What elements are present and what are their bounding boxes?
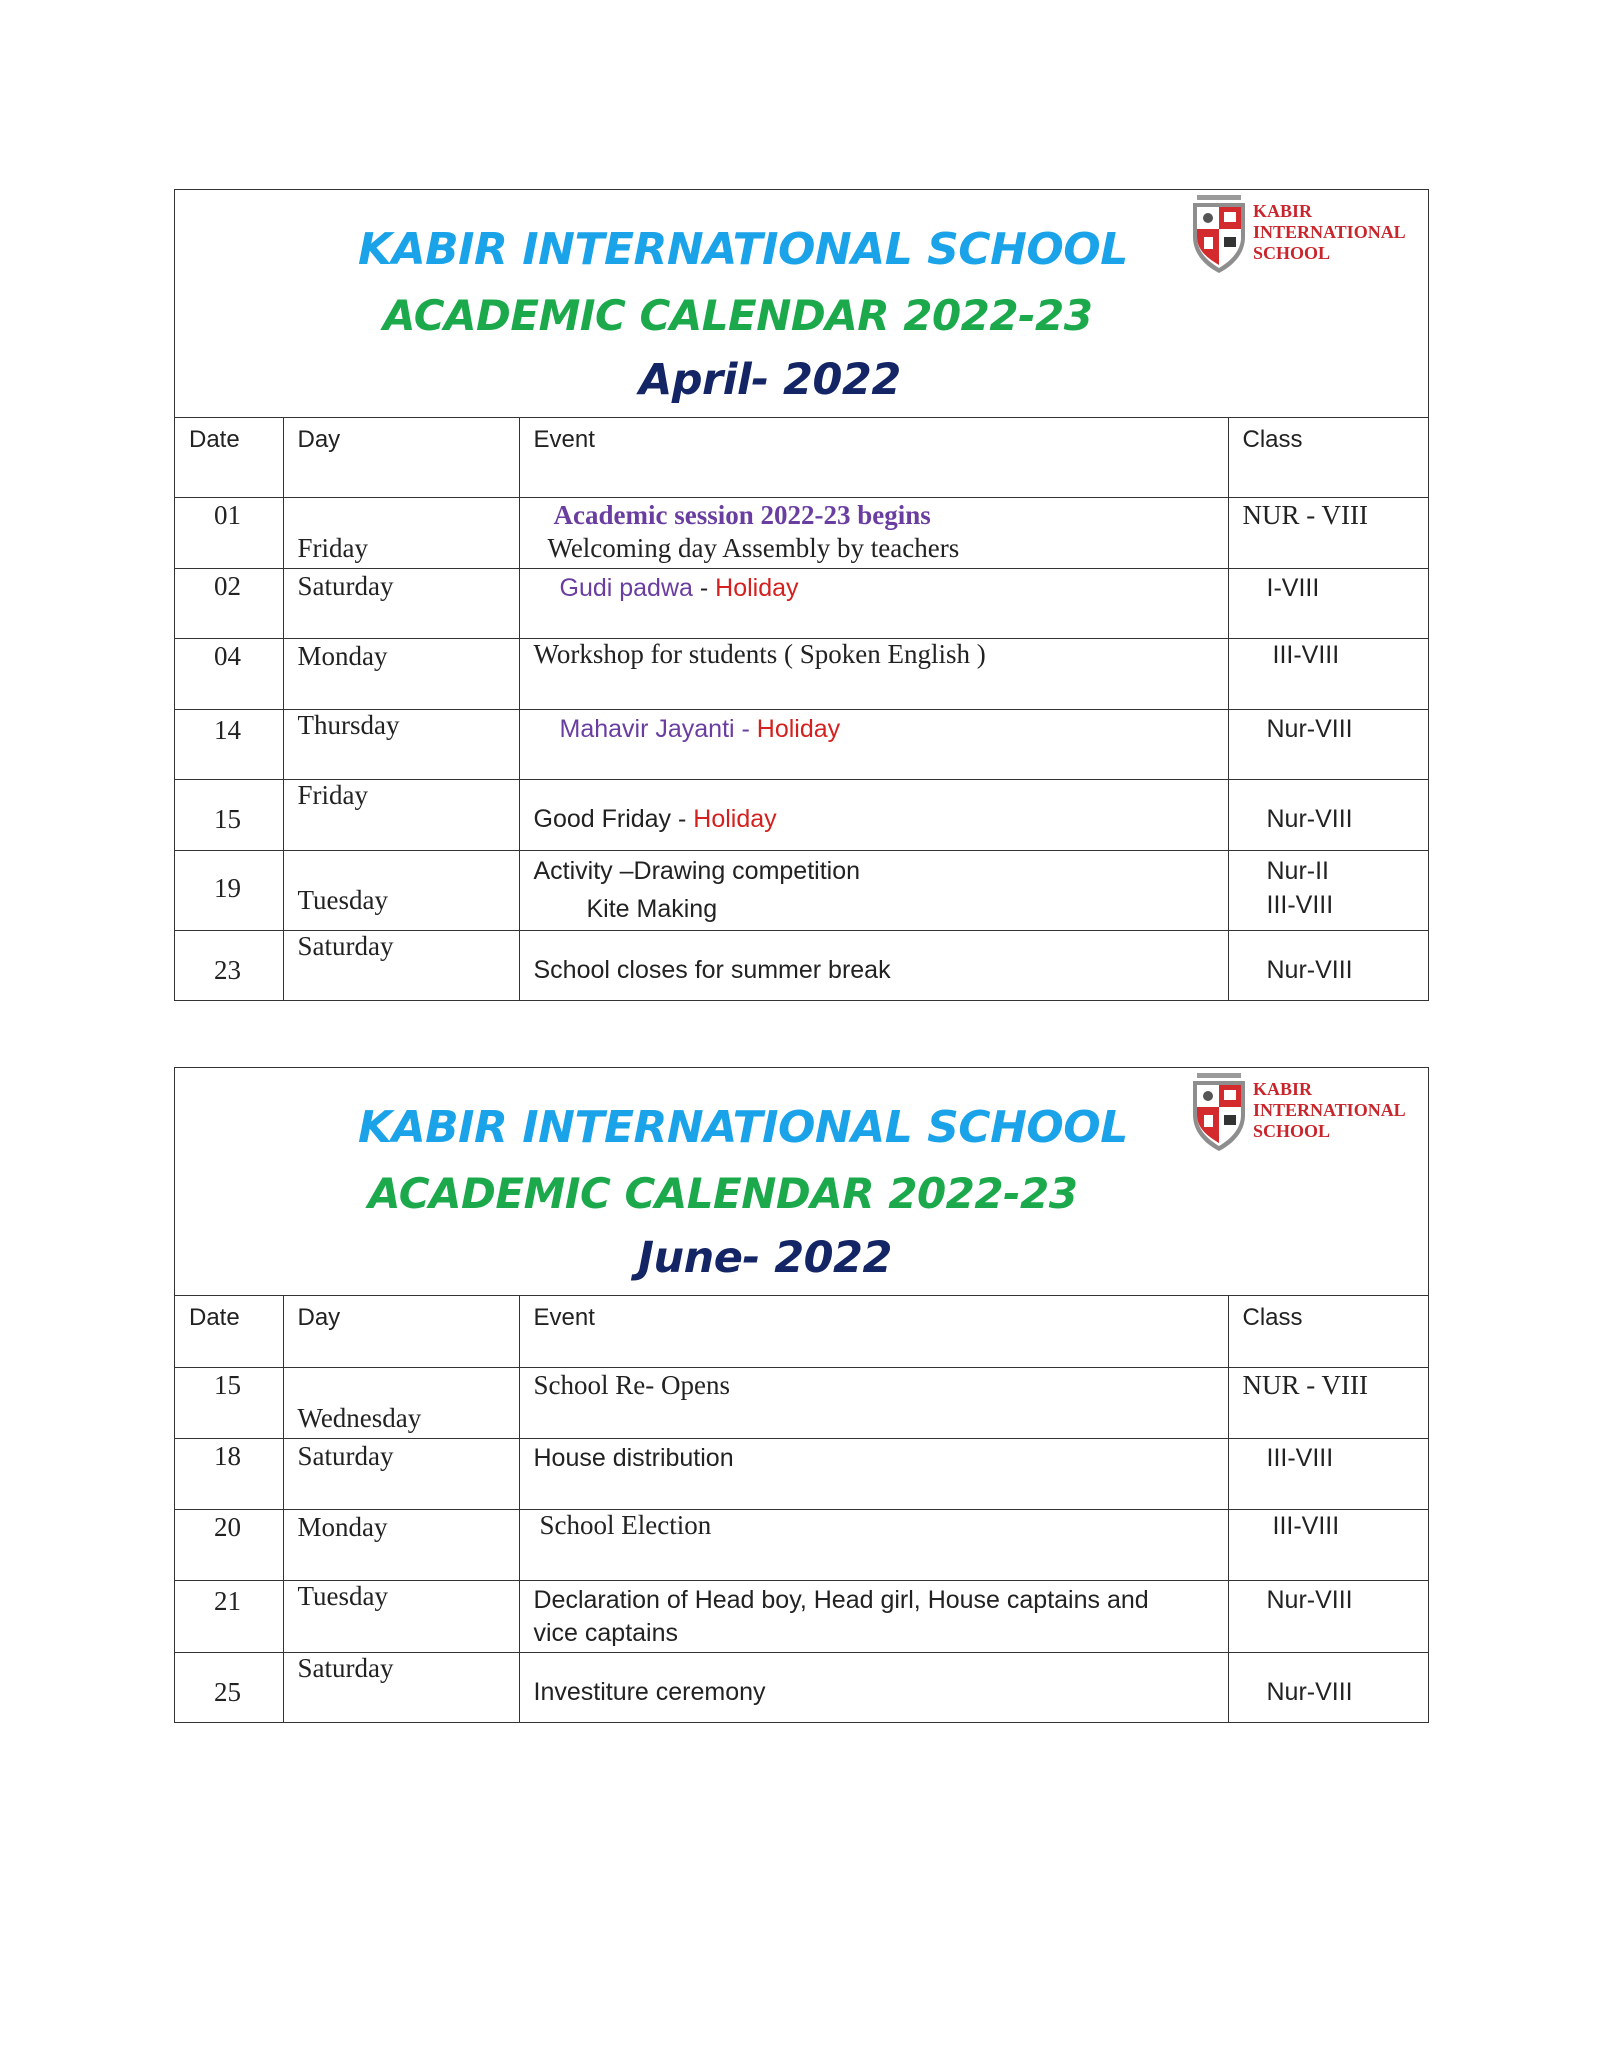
row-class: Nur-VIII (1266, 1585, 1353, 1614)
row-class-line: III-VIII (1266, 890, 1334, 919)
calendar-title: ACADEMIC CALENDAR 2022-23 (383, 291, 1093, 340)
row-date: 23 (214, 954, 241, 985)
row-event: Good Friday - Holiday (533, 804, 777, 833)
row-day: Monday (297, 1511, 388, 1542)
row-class: Nur-VIII (1266, 1677, 1353, 1706)
table-row (175, 1580, 1428, 1652)
row-day: Thursday (297, 709, 400, 740)
row-date: 15 (214, 1369, 241, 1400)
row-day: Monday (297, 640, 388, 671)
row-event: House distribution (533, 1443, 734, 1472)
row-day: Saturday (297, 930, 394, 961)
row-event: School Re- Opens (533, 1369, 730, 1400)
class-header: Class (1228, 418, 1428, 497)
class-header: Class (1228, 1296, 1428, 1367)
row-event: Workshop for students ( Spoken English ) (533, 638, 986, 669)
row-day: Friday (297, 779, 368, 810)
events-table (175, 1296, 1428, 1722)
day-header: Day (283, 1296, 519, 1367)
row-class: NUR - VIII (1242, 1369, 1368, 1400)
month-title: June- 2022 (638, 1233, 892, 1283)
row-date: 25 (214, 1676, 241, 1707)
row-event: Gudi padwa - Holiday (559, 573, 799, 602)
row-class: Nur-VIII (1266, 714, 1353, 743)
row-date: 15 (214, 803, 241, 834)
row-day: Saturday (297, 570, 394, 601)
row-date: 18 (214, 1440, 241, 1471)
row-class-line: Nur-II (1266, 856, 1329, 885)
row-class: III-VIII (1272, 1511, 1340, 1540)
row-class: Nur-VIII (1266, 804, 1353, 833)
row-event: Investiture ceremony (533, 1677, 766, 1706)
row-day: Friday (297, 532, 368, 563)
row-event-title: Academic session 2022-23 begins (553, 499, 931, 530)
event-header: Event (519, 418, 1228, 497)
table-header-row (175, 418, 1428, 497)
row-day: Tuesday (297, 884, 389, 915)
row-event: Mahavir Jayanti - Holiday (559, 714, 841, 743)
event-header: Event (519, 1296, 1228, 1367)
table-row (175, 930, 1428, 1000)
date-header: Date (175, 1296, 283, 1367)
row-event-subtitle: Welcoming day Assembly by teachers (547, 532, 960, 563)
table-row (175, 1438, 1428, 1509)
logo-text: KABIR INTERNATIONAL SCHOOL (1253, 201, 1406, 263)
table-row (175, 638, 1428, 709)
school-name: KABIR INTERNATIONAL SCHOOL (358, 1102, 1128, 1153)
row-day: Tuesday (297, 1580, 389, 1611)
calendar-header (175, 190, 1428, 418)
row-class: III-VIII (1266, 1443, 1334, 1472)
row-class: III-VIII (1272, 640, 1340, 669)
table-row (175, 497, 1428, 568)
school-crest-icon (1187, 193, 1251, 279)
table-row (175, 779, 1428, 850)
row-class: NUR - VIII (1242, 499, 1368, 530)
row-event: School closes for summer break (533, 955, 891, 984)
date-header: Date (175, 418, 283, 497)
school-logo (1187, 1071, 1423, 1161)
table-row (175, 1367, 1428, 1438)
april-calendar (174, 189, 1429, 1001)
row-event-line: Declaration of Head boy, Head girl, House captains and (533, 1585, 1149, 1614)
table-row (175, 709, 1428, 779)
row-date: 01 (214, 499, 241, 530)
row-event-line: vice captains (533, 1618, 679, 1647)
table-row (175, 1652, 1428, 1722)
row-event: School Election (539, 1509, 712, 1540)
row-date: 02 (214, 570, 241, 601)
row-date: 14 (214, 714, 241, 745)
school-logo (1187, 193, 1423, 283)
row-date: 19 (214, 872, 241, 903)
table-row (175, 850, 1428, 930)
table-row (175, 568, 1428, 638)
calendar-title: ACADEMIC CALENDAR 2022-23 (368, 1169, 1078, 1218)
row-day: Saturday (297, 1652, 394, 1683)
calendar-header (175, 1068, 1428, 1296)
table-row (175, 1509, 1428, 1580)
logo-text: KABIR INTERNATIONAL SCHOOL (1253, 1079, 1406, 1141)
row-day: Wednesday (297, 1402, 422, 1433)
row-class: Nur-VIII (1266, 955, 1353, 984)
row-event-line: Kite Making (586, 894, 718, 923)
june-calendar (174, 1067, 1429, 1723)
school-name: KABIR INTERNATIONAL SCHOOL (358, 224, 1128, 275)
row-date: 20 (214, 1511, 241, 1542)
day-header: Day (283, 418, 519, 497)
row-class: I-VIII (1266, 573, 1320, 602)
month-title: April- 2022 (639, 355, 901, 405)
row-date: 04 (214, 640, 241, 671)
row-date: 21 (214, 1585, 241, 1616)
row-event-line: Activity –Drawing competition (533, 856, 861, 885)
table-header-row (175, 1296, 1428, 1367)
row-day: Saturday (297, 1440, 394, 1471)
events-table (175, 418, 1428, 1000)
school-crest-icon (1187, 1071, 1251, 1157)
